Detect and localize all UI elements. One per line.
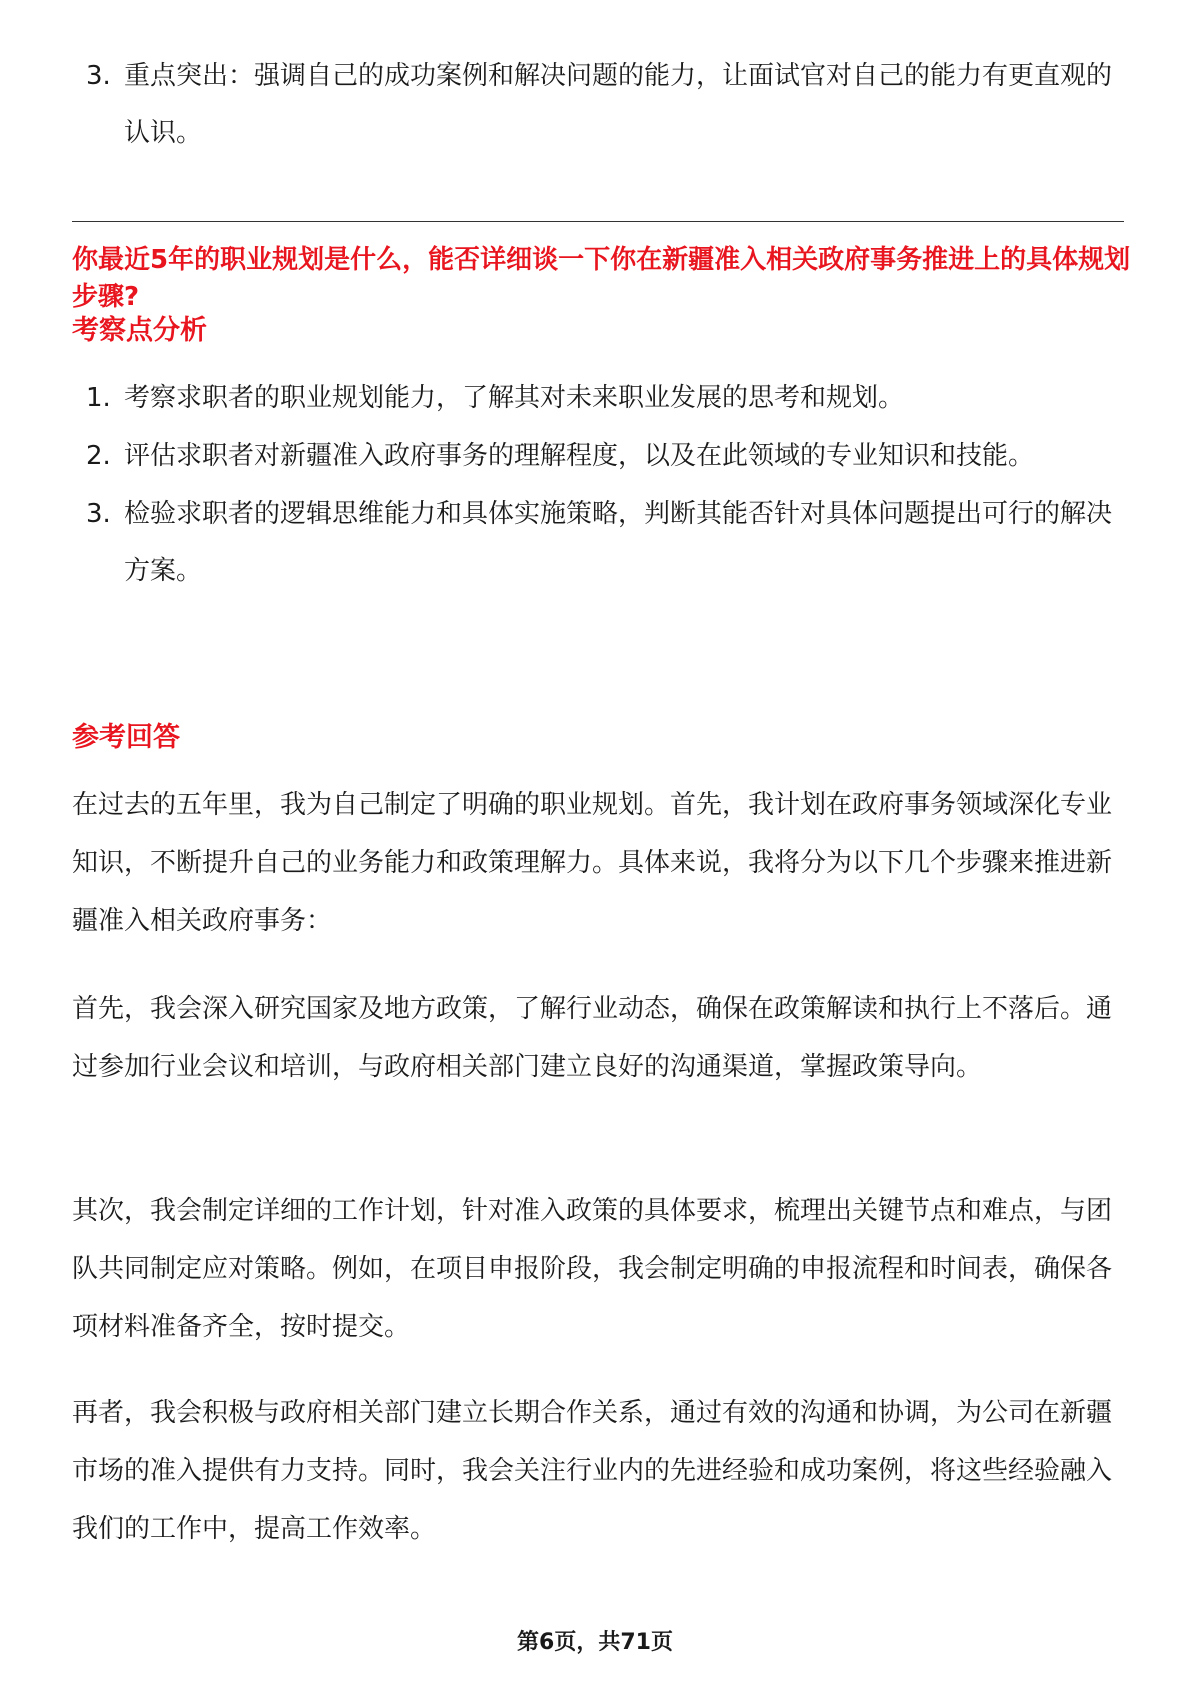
- answer-paragraph: 再者，我会积极与政府相关部门建立长期合作关系，通过有效的沟通和协调，为公司在新疆市场的准入提供有力支持。同时，我会关注行业内的先进经验和成功案例，将这些经验融入我们的工作中，提高工作效率。: [72, 1398, 1113, 1544]
- answer-paragraph: 其次，我会制定详细的工作计划，针对准入政策的具体要求，梳理出关键节点和难点，与团队共同制定应对策略。例如，在项目申报阶段，我会制定明确的申报流程和时间表，确保各项材料准备齐全，按时提交。: [72, 1196, 1113, 1342]
- list-text: 考察求职者的职业规划能力，了解其对未来职业发展的思考和规划。: [124, 383, 905, 413]
- list-number: 3.: [86, 61, 111, 91]
- list-number: 2.: [86, 441, 111, 471]
- list-item: [72, 370, 1124, 427]
- answer-heading: 参考回答: [72, 722, 180, 753]
- top-list: [72, 48, 1124, 163]
- list-item: [72, 486, 1124, 600]
- answer-paragraph: 首先，我会深入研究国家及地方政策，了解行业动态，确保在政策解读和执行上不落后。通过参加行业会议和培训，与政府相关部门建立良好的沟通渠道，掌握政策导向。: [72, 994, 1113, 1082]
- list-number: 3.: [86, 499, 111, 529]
- list-number: 1.: [86, 383, 111, 413]
- page-footer: 第6页，共71页: [517, 1630, 673, 1655]
- list-item: [72, 428, 1124, 485]
- question-title: 你最近5年的职业规划是什么，能否详细谈一下你在新疆准入相关政府事务推进上的具体规划步骤?: [72, 245, 1131, 312]
- list-text: 评估求职者对新疆准入政府事务的理解程度，以及在此领域的专业知识和技能。: [124, 441, 1035, 471]
- analysis-heading: 考察点分析: [72, 315, 207, 346]
- section-divider: [72, 221, 1124, 222]
- list-text: 重点突出：强调自己的成功案例和解决问题的能力，让面试官对自己的能力有更直观的认识。: [124, 61, 1113, 148]
- list-text: 检验求职者的逻辑思维能力和具体实施策略，判断其能否针对具体问题提出可行的解决方案。: [124, 499, 1113, 586]
- list-item: [72, 48, 1124, 162]
- analysis-list: [72, 370, 1124, 601]
- answer-paragraph: 在过去的五年里，我为自己制定了明确的职业规划。首先，我计划在政府事务领域深化专业知识，不断提升自己的业务能力和政策理解力。具体来说，我将分为以下几个步骤来推进新疆准入相关政府事务：: [72, 790, 1113, 936]
